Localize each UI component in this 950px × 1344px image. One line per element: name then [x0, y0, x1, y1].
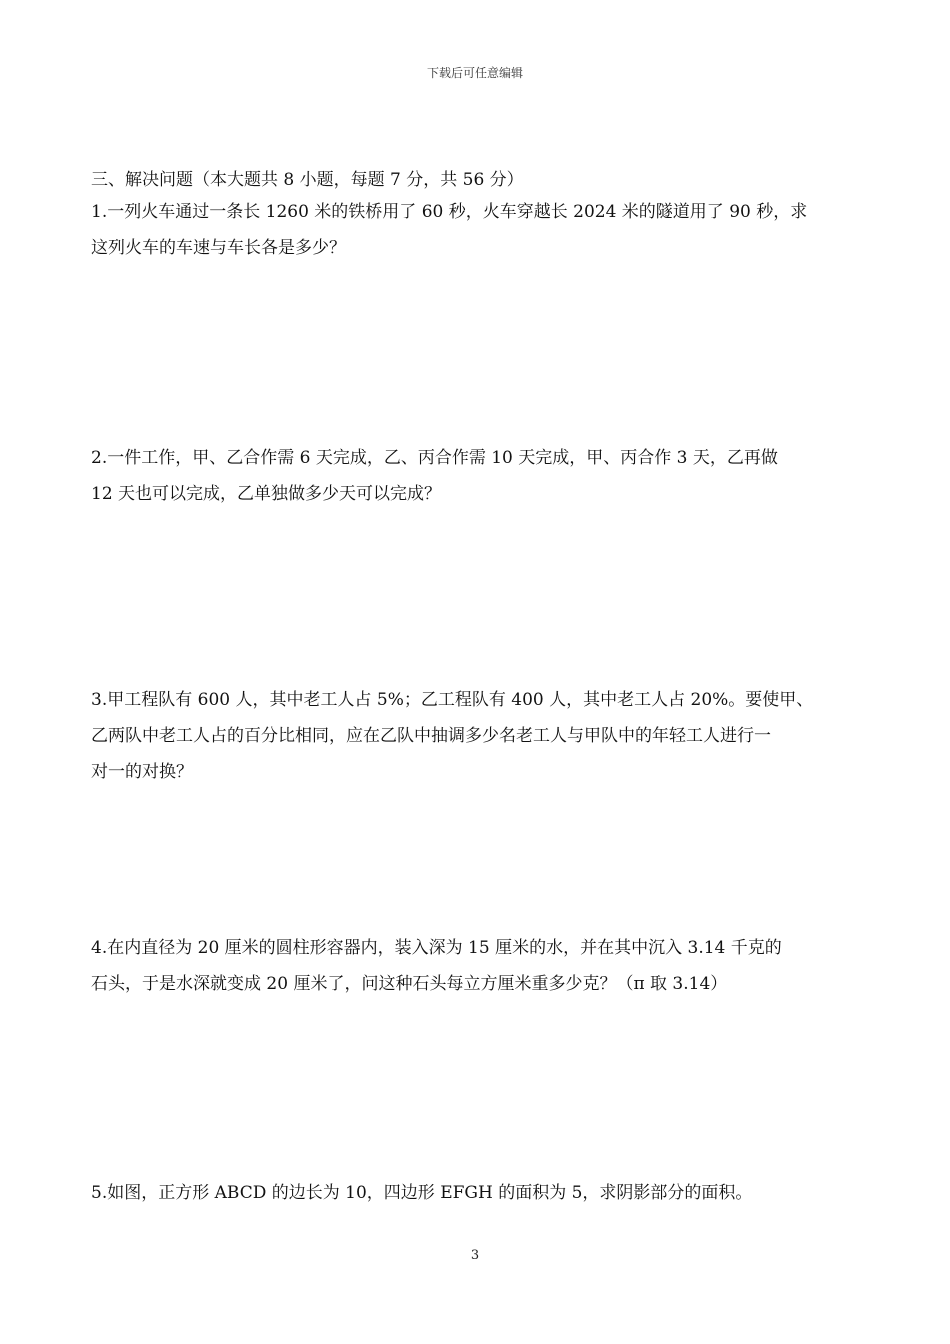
question-1-line-2: 这列火车的车速与车长各是多少？ [91, 238, 346, 258]
question-4 [91, 936, 861, 1008]
question-3-line-3: 对一的对换？ [91, 762, 193, 782]
section-title-text: 三、解决问题（本大题共 8 小题，每题 7 分，共 56 分） [91, 170, 524, 190]
page-header: 下载后可任意编辑 [426, 66, 523, 80]
section-title [91, 168, 861, 192]
question-2-line-2: 12 天也可以完成，乙单独做多少天可以完成？ [91, 484, 442, 504]
question-3-line-1: 3.甲工程队有 600 人，其中老工人占 5%；乙工程队有 400 人，其中老工人占 20%。要使甲、 [91, 690, 814, 710]
question-2-line-1: 2.一件工作，甲、乙合作需 6 天完成，乙、丙合作需 10 天完成，甲、丙合作 3 天，乙再做 [91, 448, 778, 468]
question-5 [91, 1181, 861, 1217]
question-1 [91, 200, 861, 272]
question-3-line-2: 乙两队中老工人占的百分比相同，应在乙队中抽调多少名老工人与甲队中的年轻工人进行一 [91, 726, 771, 746]
question-4-line-1: 4.在内直径为 20 厘米的圆柱形容器内，装入深为 15 厘米的水，并在其中沉入 3.14 千克的 [91, 938, 782, 958]
question-4-line-2: 石头，于是水深就变成 20 厘米了，问这种石头每立方厘米重多少克？（π 取 3.14） [91, 974, 728, 994]
question-5-line-1: 5.如图，正方形 ABCD 的边长为 10，四边形 EFGH 的面积为 5，求阴影部分的面积。 [91, 1183, 753, 1203]
question-2 [91, 446, 861, 518]
question-3 [91, 688, 861, 796]
page-number: 3 [470, 1248, 480, 1263]
question-1-line-1: 1.一列火车通过一条长 1260 米的铁桥用了 60 秒，火车穿越长 2024 米的隧道用了 90 秒，求 [91, 202, 808, 222]
